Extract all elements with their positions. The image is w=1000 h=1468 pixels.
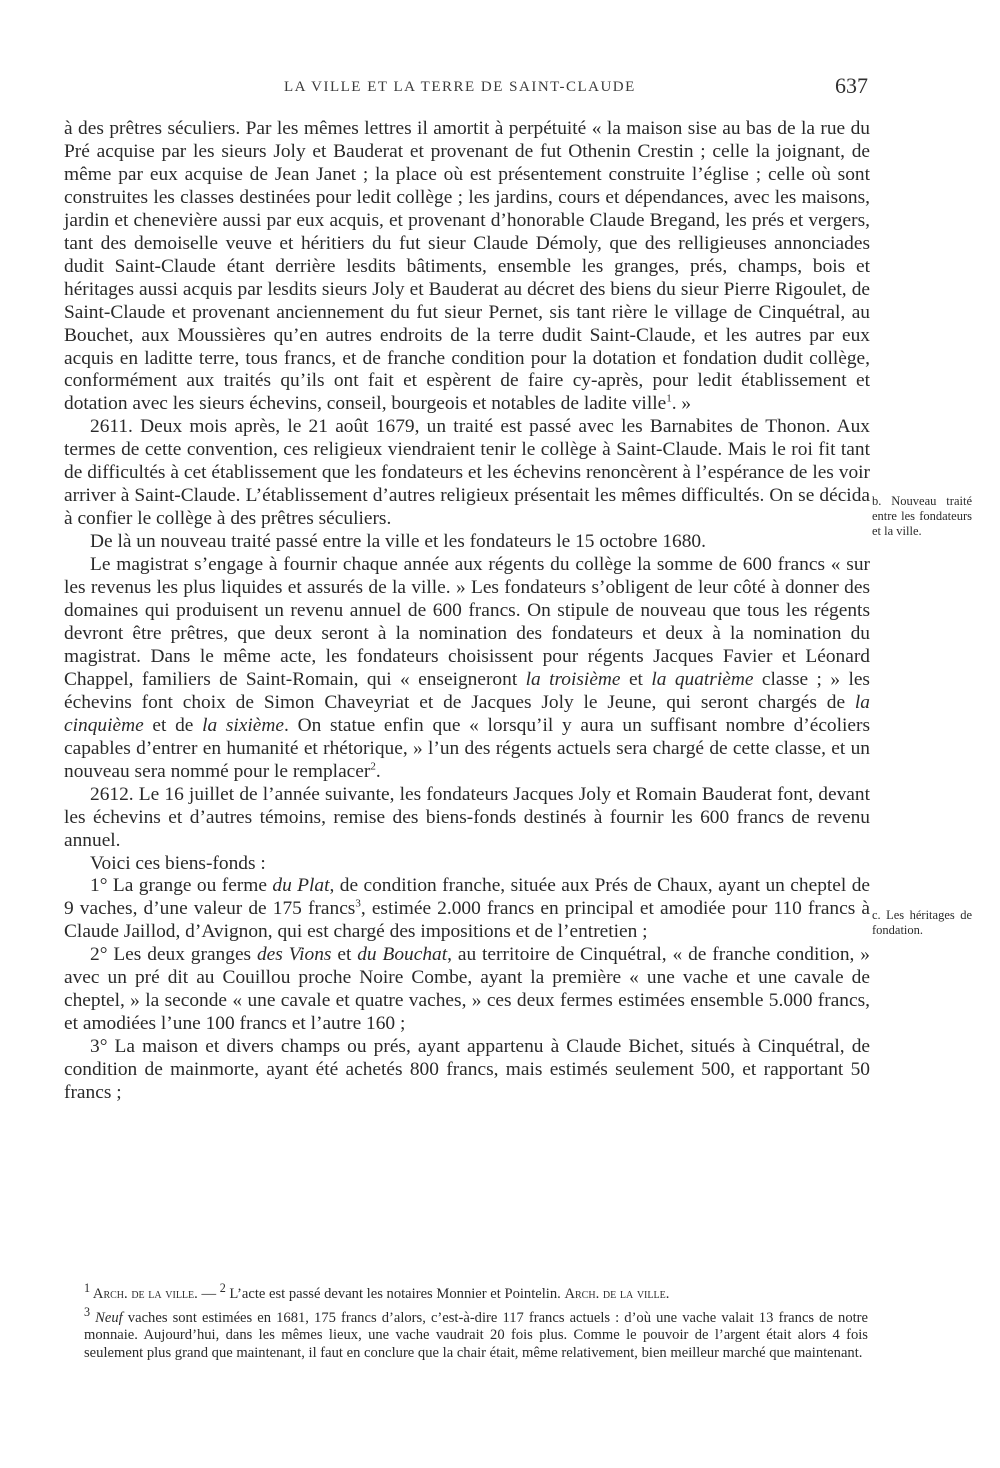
paragraph-text: 3° La maison et divers champs ou prés, ayant appartenu à Claude Bichet, situés à Cinquétral, de condition de mainmorte, ayant été achetés 800 francs, mais estimés seulement 500, et rapportant 50 francs ; [64,1036,870,1104]
paragraph [64,554,870,784]
paragraph-text: et de [143,714,203,736]
paragraph [64,875,870,944]
page-number: 637 [835,73,868,98]
paragraph-text: , au territoire de Cinquétral, « de franche condition, » avec un pré dit au Couillou proche Noire Combe, ayant la première « une vache et une cavale de cheptel, » la seconde « une cavale et quatre vaches, » ces deux fermes estimées ensemble 5.000 francs, et amodiées l’une 100 francs et l’autre 160 ; [64,944,870,1035]
running-head: LA VILLE ET LA TERRE DE SAINT-CLAUDE [284,79,636,95]
italic-text: du Plat [272,875,330,897]
paragraph [64,1036,870,1105]
paragraph [64,531,870,554]
italic-text: des Vions [256,944,332,966]
footnote-ref: 3 [84,1304,91,1319]
margin-note-c: c. Les héritages de fondation. [872,908,972,937]
italic-text: la sixième [202,714,285,736]
paragraph-text: , de condition franche, située aux Prés de Chaux, ayant un cheptel de 9 vaches, d’une valeur de 175 francs [64,875,871,920]
paragraph-text: . [375,760,381,782]
paragraph-text: Voici ces biens-fonds : [90,852,266,874]
paragraph [64,118,870,416]
footnote-ref: 3 [355,897,361,910]
paragraph [64,784,870,853]
footnotes [84,1280,868,1363]
small-caps-text: Arch. de la ville. [564,1285,670,1302]
paragraph-text: 2611. Deux mois après, le 21 août 1679, un traité est passé avec les Barnabites de Thonon. Aux termes de cette convention, ces religieux viendraient tenir le collège à Saint-Claude. Mais le roi fit tant de difficultés à cet établissement que les fondateurs et les échevins renoncèrent à l’espérance de les voir arriver à Saint-Claude. L’établissement d’autres religieux présentait les mêmes difficultés. On se décida à confier le collège à des prêtres séculiers. [64,416,870,530]
footnote-text: — [197,1285,220,1302]
paragraph-text: classe ; » les échevins font choix de Simon Chaveyriat et de Jacques Joly le Jeune, qui seront chargés de [64,668,870,713]
footnote-text: L’acte est passé devant les notaires Monnier et Pointelin. [225,1285,565,1302]
paragraph [64,853,870,876]
italic-text: Neuf [95,1309,123,1326]
footnote [84,1280,868,1304]
italic-text: la troisième [525,668,621,690]
paragraph-text: 2612. Le 16 juillet de l’année suivante, les fondateurs Jacques Joly et Romain Bauderat font, devant les échevins et d’autres témoins, remise des biens-fonds destinés à fournir les 600 francs de revenu annuel. [64,783,870,851]
footnote-text: vaches sont estimées en 1681, 175 francs d’alors, c’est-à-dire 117 francs actuels : d’où une vache valait 13 francs de notre monnaie. Aujourd’hui, dans les mêmes lieux, une vache vaudrait 20 fois plus. Comme le pouvoir de l’argent était alors 4 fois seulement plus grand que maintenant, il faut en conclure que la chair était, même relativement, bien meilleur marché que maintenant. [84,1309,869,1362]
paragraph-text: et [620,668,652,690]
footnote-ref: 2 [370,760,376,773]
paragraph-text: à des prêtres séculiers. Par les mêmes lettres il amortit à perpétuité « la maison sise au bas de la rue du Pré acquise par les sieurs Joly et Bauderat et provenant de fut Othenin Crestin ; celle la joignant, de même par eux acquise de Jean Janet ; la place où est présentement construite l’église ; celle où sont construites les classes destinées pour ledit collège ; les jardins, cours et dépendances, avec les maisons, jardin et chenevière aussi par eux acquis, et provenant d’honorable Claude Bregand, les prés et vergers, tant des demoiselle veuve et héritiers du fut sieur Claude Démoly, que des relligieuses annonciades dudit Saint-Claude étant derrière lesdits bâtiments, ensemble les granges, prés, champs, bois et héritages aussi acquis par lesdits sieurs Joly et Bauderat au décret des biens du sieur Pierre Rigoulet, de Saint-Claude et provenant anciennement du fut sieur Pernet, sis tant rière le village de Cinquétral, au Bouchet, aux Moussières qu’en autres endroits de la terre dudit Saint-Claude, et les autres par eux acquis en laditte terre, tous francs, et de franche condition pour la dotation et fondation dudit collège, conformément aux traités qu’ils ont fait et espèrent de faire cy-après, pour ledit établissement et dotation avec les sieurs échevins, conseil, bourgeois et notables de ladite ville [64,118,870,415]
margin-note-b: b. Nouveau traité entre les fondateurs et la ville. [872,494,972,538]
italic-text: la cinquième [64,691,870,736]
paragraph-text: . On statue enfin que « lorsqu’il y aura un suffisant nombre d’écoliers capables d’entrer en humanité et rhétorique, » l’un des régents actuels sera chargé de cette classe, et un nouveau sera nommé pour le remplacer [64,714,871,782]
paragraph-text: De là un nouveau traité passé entre la ville et les fondateurs le 15 octobre 1680. [90,531,706,553]
main-text [64,118,870,1105]
footnote-ref: 2 [219,1281,226,1295]
paragraph-text: Le magistrat s’engage à fournir chaque année aux régents du collège la somme de 600 francs « sur les revenus les plus liquides et assurés de la ville. » Les fondateurs s’obligent de leur côté à donner des domaines qui produisent un revenu annuel de 600 francs. On stipule de nouveau que tous les régents devront être prêtres, que deux seront à la nomination des fondateurs et deux à la nomination du magistrat. Dans le même acte, les fondateurs choisissent pour régents Jacques Favier et Léonard Chappel, familiers de Saint-Romain, qui « enseigneront [64,554,870,690]
paragraph [64,416,870,531]
page-header [64,73,874,105]
paragraph [64,944,870,1036]
italic-text: du Bouchat [357,944,448,966]
footnote [84,1304,868,1363]
footnote-ref: 1 [666,392,672,405]
italic-text: la quatrième [651,668,754,690]
paragraph-text: , estimée 2.000 francs en principal et amodiée pour 110 francs à Claude Jaillod, d’Avignon, qui est chargé des impositions et de l’entretien ; [64,898,870,943]
paragraph-text: 2° Les deux granges [90,944,257,966]
paragraph-text: et [331,944,358,966]
paragraph-text: 1° La grange ou ferme [90,875,273,897]
small-caps-text: Arch. de la ville. [90,1285,198,1302]
paragraph-text: . » [671,393,692,415]
footnote-ref: 1 [84,1281,91,1295]
